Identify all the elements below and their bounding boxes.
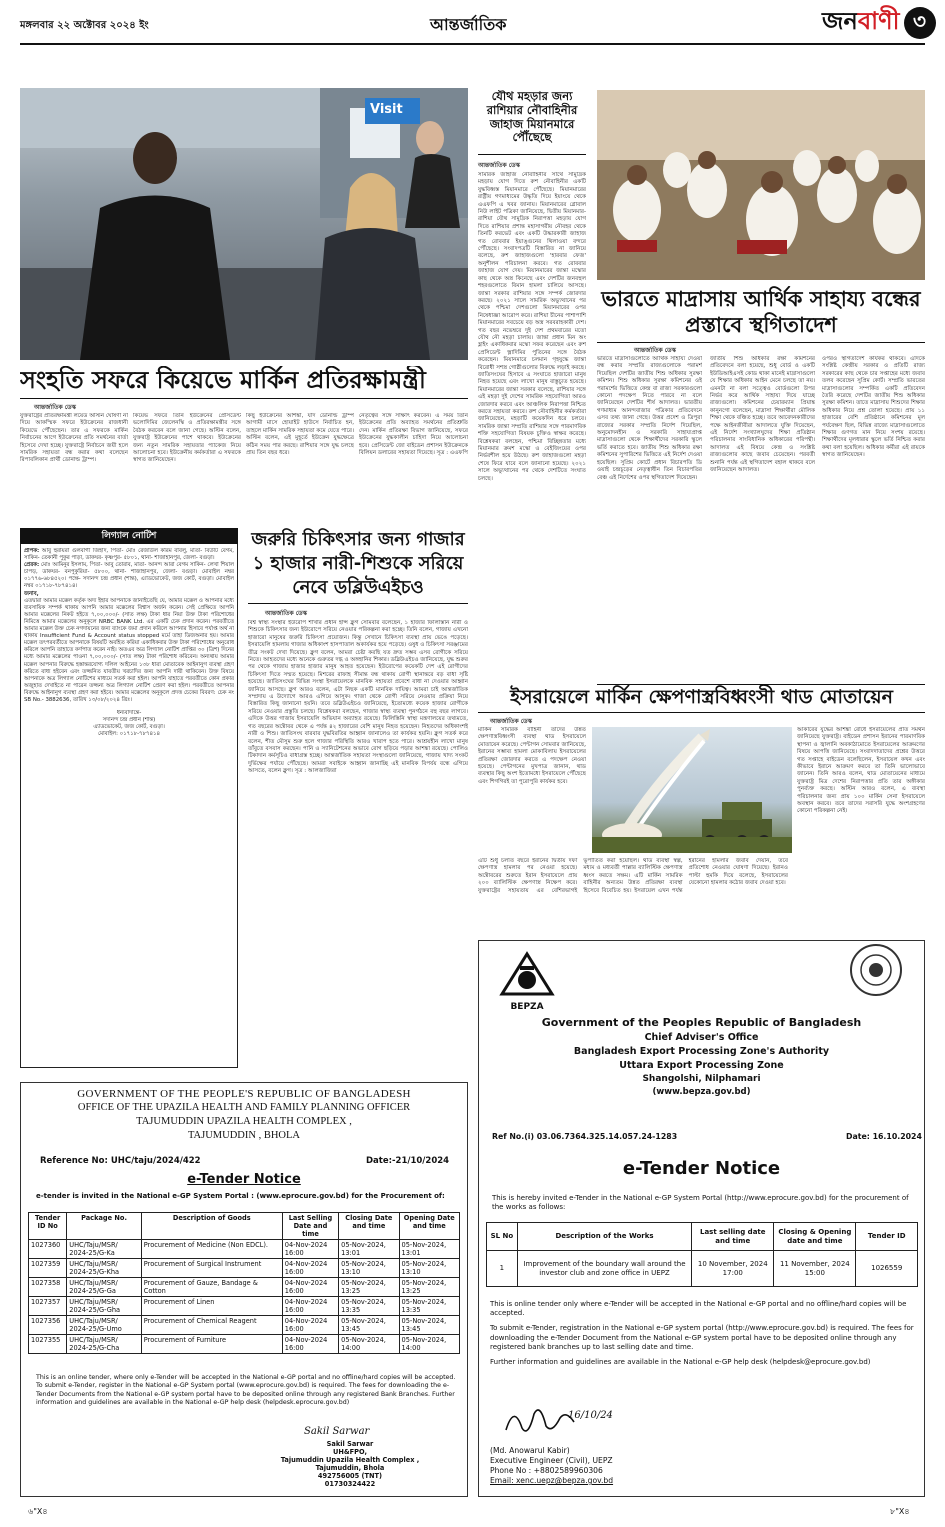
cell-description: Procurement of Surgical Instrument [141,1259,282,1278]
cell-opening: 05-Nov-2024, 13:35 [399,1297,459,1316]
table-row [487,1251,918,1287]
madrasa-body-col3: ওপরও স্থগিতাদেশ কার্যকর থাকবে। এদিকে সংশ্লিষ্ট কেন্দ্রীয় সরকার ও প্রতিটি রাজ্য সরকারের কাছ থেকে চার সপ্তাহের মধ্যে জবাব তলব করেছেন সুপ্রিম কোর্ট। সম্প্রতি ভারতের মাদ্রাসাগুলোর সম্পর্কিত একটি প্রতিবেদন তৈরি করেছে দেশটির জাতীয় শিশু অধিকার সুরক্ষা কমিশন। তাতে মাদ্রাসায় শিশুদের শিক্ষার অধিকার নিয়ে প্রশ্ন তোলা হয়েছে। প্রায় ১১ হাজারের বেশি প্রতিষ্ঠানে কমিশনের মূল পর্যবেক্ষণ ছিল, বিভিন্ন রাজ্যে মাদ্রাসাগুলোতে শিক্ষার গুণগত মান নিয়ে সংশয় রয়েছে। শিক্ষার্থীদের মূলধারার স্কুলে ভর্তি নিশ্চিত করার কথা বলা হয়েছিল। অধিকার কর্মীরা এই রায়কে স্বাগত জানিয়েছেন। [822,356,925,459]
footer-size-left: ৬"X৪ [28,1507,48,1516]
tender-right-web: (www.bepza.gov.bd) [652,1087,751,1097]
thaad-desk: আন্তর্জাতিক ডেস্ক [490,718,532,725]
masthead-logo [822,4,936,42]
tender-left-header-row [29,1213,460,1240]
th-tender-id: Tender ID No [29,1213,67,1240]
tender-right-title: e-Tender Notice [622,1158,781,1179]
who-headline-rule [248,603,468,604]
logo-part-a: জন [822,7,858,35]
tender-left-complex: TAJUMUDDIN UPAZILA HEALTH COMPLEX , [136,1116,352,1127]
cell-sl-no: 1 [487,1251,518,1287]
masthead-rule [20,43,925,45]
cell-opening: 05-Nov-2024, 13:01 [399,1240,459,1259]
cell-last-selling: 04-Nov-2024 16:00 [282,1297,338,1316]
cell-package: UHC/Taju/MSR/ 2024-25/G-Umo [67,1316,142,1335]
tender-left-gov: GOVERNMENT OF THE PEOPLE'S REPUBLIC OF BANGLADESH [77,1088,411,1100]
tender-right-notes [490,1300,914,1368]
cell-works-description: Improvement of the boundary wall around the investor club and zone office in UEPZ [517,1251,691,1287]
tender-right-table-wrap [486,1222,918,1287]
tender-left-table [28,1212,460,1354]
cell-closing-opening: 11 November, 2024 15:00 [774,1251,856,1287]
cell-closing: 05-Nov-2024, 13:01 [339,1240,399,1259]
cell-tender-id: 1027356 [29,1316,67,1335]
legal-notice-title-bar [20,528,238,544]
cell-last-selling: 04-Nov-2024 16:00 [282,1278,338,1297]
cell-closing: 05-Nov-2024, 13:10 [339,1259,399,1278]
tender-left-place: TAJUMUDDIN , BHOLA [187,1130,301,1141]
cell-tender-id: 1027357 [29,1297,67,1316]
who-desk: আন্তর্জাতিক ডেস্ক [265,610,307,617]
thaad-body-col1: মার্কিন সামরিক বাহিনী তাদের উন্নত ক্ষেপণাস্ত্রবিধ্বংসী ব্যবস্থা থাড ইসরায়েলে মোতায়েন করেছে। পেন্টাগন সোমবার জানিয়েছে, ইরানের সম্ভাব্য হামলা মোকাবিলায় ইসরায়েলের প্রতিরক্ষা জোরদার করতে এ পদক্ষেপ নেওয়া হয়েছে। পেন্টাগনের মুখপাত্র জানান, থাড ব্যবস্থার কিছু অংশ ইতোমধ্যে ইসরায়েলে পৌঁছেছে এবং শিগগিরই তা পুরোপুরি কার্যকর হবে। [478,727,586,785]
tender-left-ref: Reference No: UHC/taju/2024/422 [40,1156,201,1166]
thaad-photo [592,727,792,853]
madrasa-photo [597,90,925,280]
tender-right-gov: Government of the Peoples Republic of Bangladesh [541,1016,862,1029]
ship-headline-rule [478,154,586,155]
madrasa-body-col2: জাতীয় শিশু অধিকার রক্ষা কমিশনের প্রতিবেদনে বলা হয়েছে, শুধু বোর্ড ও একটি ইউডিআইএসই কোড থাকা মানেই মাদ্রাসাগুলো যে শিক্ষার অধিকার আইন মেনে চলছে তা নয়। এমনটা না বলা সত্ত্বেও বোর্ডগুলো উপর নির্ভর করে আর্থিক সাহায্য দিয়ে যাচ্ছে রাজ্যগুলো। কমিশনের চেয়ারম্যান প্রিয়াঙ্ক কানুনগো বলেছেন, মাদ্রাসা শিক্ষার্থীরা মৌলিক শিক্ষা থেকে বঞ্চিত হচ্ছে। তবে আবেদনকারীদের পক্ষে আইনজীবীরা আদালতে যুক্তি দিয়েছেন, এই নির্দেশ সংখ্যালঘুদের শিক্ষা প্রতিষ্ঠান পরিচালনার সাংবিধানিক অধিকারের পরিপন্থী। আদালত এই বিষয়ে কেন্দ্র ও সংশ্লিষ্ট রাজ্যগুলোর কাছে জবাব চেয়েছেন। পরবর্তী শুনানি পর্যন্ত এই স্থগিতাদেশ বহাল থাকবে বলে জানিয়েছেন আদালত। [710,356,815,474]
th-package: Package No. [67,1213,142,1240]
legal-notice-title: লিগ্যাল নোটিশ [101,531,157,541]
cell-tender-id: 1027355 [29,1335,67,1354]
th-closing-opening: Closing & Opening date and time [774,1223,856,1251]
tender-right-para2: To submit e-Tender, registration in the National e-GP system portal (http://www.eprocure.gov.bd) is required. The fees for downloading the e-Tender Document from the National e-GP system portal have to be deposited online through any registered bank branches up to last selling date and time. [490,1324,914,1351]
cell-closing: 05-Nov-2024, 13:25 [339,1278,399,1297]
tender-left-office: OFFICE OF THE UPAZILA HEALTH AND FAMILY PLANNING OFFICER [77,1102,411,1113]
cell-closing: 05-Nov-2024, 13:45 [339,1316,399,1335]
tender-left-intro: e-tender is invited in the National e-GP System Portal : (www.eprocure.gov.bd) for the Procurement of: [36,1192,445,1200]
visit-sign: Visit [370,102,403,117]
cell-last-selling: 04-Nov-2024 16:00 [282,1259,338,1278]
header-date: মঙ্গলবার ২২ অক্টোবর ২০২৪ ইং [20,20,149,31]
cell-opening: 05-Nov-2024, 13:25 [399,1278,459,1297]
th-closing: Closing Date and time [339,1213,399,1240]
tender-right-place: Shangolshi, Nilphamari [642,1074,761,1084]
austin-body-col2: কিয়েভ সফরে তিনি ইউক্রেনের প্রেসিডেন্ট ভলোদিমির জেলেনস্কি ও প্রতিরক্ষামন্ত্রীর সঙ্গে বৈঠক করবেন বলে জানা গেছে। অস্টিন বলেন, যুক্তরাষ্ট্র ইউক্রেনের পাশে থাকবে। ইউক্রেনের জন্য নতুন সামরিক সহায়তার প্যাকেজ নিয়ে আলোচনা হবে। ইউক্রেনীয় কর্মকর্তারা এ সফরকে স্বাগত জানিয়েছেন। [133,413,241,464]
th-last-selling: Last selling date and time [692,1223,774,1251]
cell-last-selling: 04-Nov-2024 16:00 [282,1335,338,1354]
signer-line: UH&FPO, [333,1448,367,1456]
cell-opening: 05-Nov-2024, 13:45 [399,1316,459,1335]
austin-headline-rule [20,398,468,399]
section-title: আন্তর্জাতিক [430,15,507,34]
tender-left-table-wrap [28,1212,460,1354]
austin-kyiv-photo [20,88,468,360]
tender-right-intro: This is hereby invited e-Tender in the National e-GP System Portal (http://www.eprocure.gov.bd) for the procurement of the works as follows: [492,1194,909,1211]
cell-package: UHC/Taju/MSR/ 2024-25/G-Kha [67,1259,142,1278]
thaad-body-col2: আকারের যুদ্ধের আশঙ্কা রোধে ইসরায়েলের প্রতি সমর্থন জানিয়েছে যুক্তরাষ্ট্র। বাইডেন প্রশাসন ইরানের পারমাণবিক স্থাপনা ও জ্বালানি অবকাঠামোতে ইসরায়েলের আক্রমণের বিষয়ে আপত্তি জানিয়েছে। সংবাদদাতাদের প্রশ্নের উত্তরে গত সপ্তাহে বাইডেন বলেছিলেন, ইসরায়েল কখন এবং কীভাবে ইরানে আক্রমণ করবে তা তিনি ভালোভাবে জানেন। তিনি আরও বলেন, থাড মোতায়েনের মাধ্যমে যুক্তরাষ্ট্র মিত্র দেশের নিরাপত্তার প্রতি তার অঙ্গীকার পুনর্ব্যক্ত করছে। অস্টিন আরও বলেন, এ ব্যবস্থা পরিচালনার জন্য প্রায় ১০০ মার্কিন সেনা ইসরায়েলে অবস্থান করবে। তবে তাদের সরাসরি যুদ্ধে অংশগ্রহণের কোনো পরিকল্পনা নেই। [797,727,925,815]
bangladesh-seal [850,944,902,996]
tender-left-title: e-Tender Notice [187,1172,301,1187]
table-row [29,1316,460,1335]
legal-closing: ধন্যবাদান্তে- [116,710,142,717]
cell-description: Procurement of Chemical Reagent [141,1316,282,1335]
th-tender-id: Tender ID [856,1223,918,1251]
tender-right-ref: Ref No.(i) 03.06.7364.325.14.057.24-1283 [492,1132,678,1141]
tender-right-signature [500,1400,620,1442]
cell-package: UHC/Taju/MSR/ 2024-25/G-Cha [67,1335,142,1354]
bepza-logo [498,948,556,1014]
signer-line: Sakil Sarwar [326,1440,374,1448]
cell-description: Procurement of Furniture [141,1335,282,1354]
th-description: Description of Goods [141,1213,282,1240]
footer-size-right: ৮"X৪ [890,1507,910,1516]
legal-notice-body: প্রাপক: আবু হুরায়রা গুলবাগী জিহাদ, পিতা- মোঃ রেজাউল করিম বাবলু, মাতা- বিউটি বেগম, সাকিন- তেকানী পুকুর পাড়া, ডাকঘর- কৃষ্ণপুর- ৫৮০১, থানা- শাজাহানপুর, জেলা- বগুড়া। প্রেরক: মোঃ আমিনুর ইসলাম, পিতা- আবু তোরাব, মাতা- আনন্দ আরা বেগম সাকিন- লেখা শিয়াল চাপড়, ডাকঘর- বনপুকুরিয়া- ৫৮০০, থানা- শাজাহানপুর, জেলা- বগুড়া। মোবাইল নম্বর ০১৭৭৬-৬৮৪৫২০। পক্ষে- সদানন্দ চন্দ্র প্রধান (শান্ত), এ্যাডভোকেট, জজ কোর্ট, বগুড়া। মোবাইল নম্বর ০১৭১৮-৭৮৭৪১৪। জনাব, এতদ্বারা আমার মক্কেল কর্তৃক অদ্য ইহার আপনাকে জানাইতেছি যে, আমার মক্কেল ও আপনার মধ্যে ব্যবসায়িক সম্পর্ক থাকায় আপনি আমার মক্কেলের বিশ্বাস অর্জন করেন। সেই প্রেক্ষিতে আপনি আমার মক্কেলের নিকট হইতে ৭,০০,০০০/- (সাত লক্ষ) টাকা ধার নিয়া উক্ত টাকা পরিশোধের নিমিত্তে আমার মক্কেলের অনুকূলে NRBC BANK Ltd. এর একটি চেক প্রদান করেন। পরবর্তীতে আমার মক্কেল উক্ত চেক নগদায়নের জন্য ব্যাংকে জমা প্রদান করিলে আপনার হিসাবে পর্যাপ্ত অর্থ না থাকায় Insufficient Fund & Account status stopped মর্মে তাহা ডিজঅনার হয়। আমার মক্কেল তৎপরবর্তীতে আপনাকে বিষয়টি অবহিত করিয়া একাধিকবার উক্ত টাকা পরিশোধের অনুরোধ করিলে আপনি তাহাতে কর্ণপাত করেন নাই। অতএব অত্র লিগ্যাল নোটিশ প্রাপ্তির ৩০ (ত্রিশ) দিনের মধ্যে আমার মক্কেলের পাওনা ৭,০০,০০০/- (সাত লক্ষ) টাকা পরিশোধ করিবেন। অন্যথায় আমার মক্কেল আপনার বিরুদ্ধে হস্তান্তরযোগ্য দলিল আইনের ১৩৮ ধারা মোতাবেক আইনানুগ ব্যবস্থা গ্রহণ করিতে বাধ্য হইবেন এবং তজ্জনিত যাবতীয় খরচাদির জন্য আপনি দায়ী থাকিবেন। উক্ত বিষয়ে আপনাকে অত্র লিগ্যাল নোটিশের মাধ্যমে সতর্ক করা হইল। আপনি যাহাতে পরবর্তীতে কোন প্রকার অজুহাত দেখাইতে না পারেন তজ্জন্য অত্র লিগ্যাল নোটিশ প্রেরণ করা হইল। পরবর্তীতে আপনার বিরুদ্ধে আইনানুগ ব্যবস্থা গ্রহণ করা হইবে। আমার মক্কেলের অনুকূলে প্রদত্ত চেকের বিবরণ: চেক নং SB No.- 3882636, তারিখ ১৩/০৮/২০২৪ খ্রিঃ। ধন্যবাদান্তে- সদানন্দ চন্দ্র প্রধান (শান্ত) এ্যাডভোকেট, জজ কোর্ট, বগুড়া। মোবাইল: ০১৭১৮-৭৮৭৪১৪ [24,548,234,738]
signer-line: (Md. Anowarul Kabir) [490,1446,570,1455]
who-headline: জরুরি চিকিৎসার জন্য গাজার ১ হাজার নারী-শিশুকে সরিয়ে নেবে ডব্লিউএইচও [251,529,465,598]
tender-right-zone: Uttara Export Processing Zone [619,1060,784,1071]
cell-tender-id: 1027358 [29,1278,67,1297]
thaad-headline-rule [478,712,925,713]
signer-line: Email: xenc.uepz@bepza.gov.bd [490,1476,614,1485]
cell-tender-id: 1027359 [29,1259,67,1278]
bepza-logo-text: BEPZA [510,1002,544,1012]
cell-closing: 05-Nov-2024, 13:35 [339,1297,399,1316]
madrasa-headline: ভারতে মাদ্রাসায় আর্থিক সাহায্য বন্ধের প্রস্তাবে স্থগিতাদেশ [601,287,921,337]
table-row [29,1297,460,1316]
austin-body-col4: নেতৃত্বের সঙ্গে সাক্ষাৎ করবেন। এ সময় তিনি ইউক্রেনের প্রতি অব্যাহত সমর্থনের প্রতিশ্রুতি দেন। মার্কিন প্রতিরক্ষা বিভাগ জানিয়েছে, সফরে ইউক্রেনের যুদ্ধকালীন চাহিদা নিয়ে আলোচনা হবে। প্রেসিডেন্ট জো বাইডেন প্রশাসন ইউক্রেনকে বিলিয়ন ডলারের সহায়তা দিয়েছে। সূত্র : এএফপি [359,413,468,457]
cell-closing: 05-Nov-2024, 14:00 [339,1335,399,1354]
table-row [29,1335,460,1354]
legal-sender-label: প্রেরক: [24,562,40,569]
signer-line: Tajumuddin, Bhola [315,1464,385,1472]
signer-line: Phone No : +8802589960306 [490,1466,603,1475]
tender-right-header-row [487,1223,918,1251]
cell-last-selling: 04-Nov-2024 16:00 [282,1316,338,1335]
thaad-headline: ইসরায়েলে মার্কিন ক্ষেপণাস্ত্রবিধ্বংসী থাড মোতায়েন [510,686,893,708]
table-row [29,1240,460,1259]
signer-line: 492756005 (TNT) [317,1472,383,1480]
th-opening: Opening Date and time [399,1213,459,1240]
tender-right-signer [490,1446,613,1486]
signer-line: Executive Engineer (Civil), UEPZ [490,1456,613,1465]
tender-right-para1: This is online tender only where e-Tender will be accepted in the National e-GP portal and no offline/hard copies will be accepted. [490,1300,907,1318]
thaad-body-col3: এটি শুধু চলতি বছরে ইরানের দ্বিতীয় দফা ক্ষেপণাস্ত্র হামলার পর নেওয়া হয়েছে। অক্টোবরের শুরুতে ইরান ইসরায়েলে প্রায় ২০০ ব্যালিস্টিক ক্ষেপণাস্ত্র নিক্ষেপ করে। যুক্তরাষ্ট্রের সহায়তায় এর বেশিরভাগই ভূপাতিত করা হয়েছিল। থাড ব্যবস্থা স্বল্প, মধ্যম ও মধ্যবর্তী পাল্লার ব্যালিস্টিক ক্ষেপণাস্ত্র ধ্বংস করতে সক্ষম। এটি মার্কিন সামরিক বাহিনীর অন্যতম উন্নত প্রতিরক্ষা ব্যবস্থা হিসেবে বিবেচিত হয়। ইসরায়েল এখন পর্যন্ত ইরানের হামলার জবাব দেয়নি, তবে প্রতিশোধ নেওয়ার ঘোষণা দিয়েছে। ইরানও পাল্টা হুমকি দিয়ে বলেছে, ইসরায়েলের যেকোনো হামলার কঠোর জবাব দেওয়া হবে। [478,858,788,894]
madrasa-headline-rule [597,342,925,343]
cell-description: Procurement of Linen [141,1297,282,1316]
austin-body-col1: যুক্তরাষ্ট্রের প্রতিরক্ষামন্ত্রী লয়েড অস্টিন ঘোষণা না দিয়ে আকস্মিক সফরে ইউক্রেনের রাজধানী কিয়েভে পৌঁছেছেন। তার এ সফরকে মার্কিন নির্বাচনের আগে ইউক্রেনের প্রতি সমর্থনের বার্তা হিসেবে দেখা হচ্ছে। যুক্তরাষ্ট্রে নির্বাচনে জয়ী হলে সামরিক সহায়তা বন্ধ করার কথা বলেছেন রিপাবলিকান প্রার্থী ডোনাল্ড ট্রাম্প। [20,413,128,464]
legal-recipient-label: প্রাপক: [24,548,40,554]
cell-last-selling: 10 November, 2024 17:00 [692,1251,774,1287]
page-number-badge: ৩ [904,7,936,39]
austin-headline: সংহতি সফরে কিয়েভে মার্কিন প্রতিরক্ষামন্ত্রী [20,366,426,394]
table-row [29,1259,460,1278]
madrasa-desk: আন্তর্জাতিক ডেস্ক [634,347,676,354]
tender-right-authority: Bangladesh Export Processing Zone's Authority [573,1046,830,1057]
th-sl-no: SL No [487,1223,518,1251]
tender-right-date: Date: 16.10.2024 [846,1132,922,1141]
signer-line: Tajumuddin Upazila Health Complex , [280,1456,420,1464]
logo-part-b: বাণী [857,7,900,35]
legal-subject-label: জনাব, [24,590,39,597]
th-last-selling: Last Selling Date and time [282,1213,338,1240]
cell-package: UHC/Taju/MSR/ 2024-25/G-Ga [67,1278,142,1297]
table-row [29,1278,460,1297]
cell-opening: 05-Nov-2024, 13:10 [399,1259,459,1278]
tender-left-signer [270,1440,430,1488]
signer-line: 01730324422 [324,1480,376,1488]
ship-headline: যৌথ মহড়ার জন্য রাশিয়ার নৌবাহিনীর জাহাজ মিয়ানমারে পৌঁছেছে [486,90,578,145]
cell-last-selling: 04-Nov-2024 16:00 [282,1240,338,1259]
who-body: বিশ্ব স্বাস্থ্য সংস্থার ইউরোপ শাখার প্রধান হান্স ক্লুগ সোমবার বলেছেন, ১ হাজার ফিলিস্তিনি নারী ও শিশুকে চিকিৎসার জন্য ইউরোপে সরিয়ে নেওয়ার পরিকল্পনা করা হচ্ছে। তিনি বলেন, গাজায় এখনো হাজারো মানুষের জরুরি চিকিৎসা প্রয়োজন। কিন্তু সেখানে চিকিৎসা ব্যবস্থা প্রায় ভেঙে পড়েছে। ইসরায়েলি হামলায় গাজার অধিকাংশ হাসপাতাল অকার্যকর হয়ে পড়েছে। ওষুধ ও চিকিৎসা সরঞ্জামের তীব্র সংকট দেখা দিয়েছে। ক্লুগ বলেন, আমরা চেষ্টা করছি যত দ্রুত সম্ভব এসব রোগীকে সরিয়ে নিতে। আহতদের মধ্যে অনেকে গুরুতর দগ্ধ ও অঙ্গহানির শিকার। ডব্লিউএইচও জানিয়েছে, যুদ্ধ শুরুর পর থেকে গাজায় হাজার হাজার মানুষ আহত হয়েছেন। ইউরোপের কয়েকটি দেশ এই রোগীদের চিকিৎসা দিতে সম্মত হয়েছে। মিশরের রাফাহ সীমান্ত বন্ধ থাকায় রোগী স্থানান্তরে বড় বাধা সৃষ্টি হয়েছে। জাতিসংঘের বিভিন্ন সংস্থা ইসরায়েলকে মানবিক সহায়তা প্রবেশে বাধা না দেওয়ার আহ্বান জানিয়ে আসছে। ক্লুগ আরও বলেন, এটা নিছক একটি মানবিক দায়িত্ব। আমরা চাই আন্তর্জাতিক সম্প্রদায় এ উদ্যোগে আরও এগিয়ে আসুক। গাজা থেকে রোগী সরিয়ে নেওয়ার প্রক্রিয়া নিয়ে বিস্তারিত কিছু জানানো হয়নি। তবে ডব্লিউএইচও জানিয়েছে, ইতোমধ্যে কয়েক হাজার রোগীকে সরিয়ে নেওয়ার প্রস্তুতি চলছে। বিশ্লেষকরা বলছেন, গাজার স্বাস্থ্য ব্যবস্থা পুনর্গঠনে বহু বছর লাগবে। এদিকে উত্তর গাজায় ইসরায়েলি অভিযান অব্যাহত রয়েছে। ফিলিস্তিনি স্বাস্থ্য মন্ত্রণালয়ের তথ্যমতে, গত বছরের অক্টোবর থেকে এ পর্যন্ত ৪২ হাজারের বেশি মানুষ নিহত হয়েছেন। নিহতদের অধিকাংশই নারী ও শিশু। জাতিসংঘ বারবার যুদ্ধবিরতির আহ্বান জানালেও তা কার্যকর হয়নি। ক্লুগ সতর্ক করে বলেন, শীত মৌসুম শুরু হলে গাজার পরিস্থিতি আরও খারাপ হতে পারে। আশ্রয়হীন লাখো মানুষ তাঁবুতে বসবাস করছেন। পানি ও স্যানিটেশনের অভাবে রোগ ছড়িয়ে পড়ার আশঙ্কা রয়েছে। পোলিও টিকাদান কর্মসূচিও বাধাগ্রস্ত হচ্ছে। আন্তর্জাতিক সহায়তা সংস্থাগুলো জানিয়েছে, গাজায় খাদ্য সংকট দুর্ভিক্ষের পর্যায়ে পৌঁছেছে। আমরা সবাইকে আহ্বান জানাচ্ছি এই মানবিক বিপর্যয় বন্ধে এগিয়ে আসতে, বলেন ক্লুগ। সূত্র : আলজাজিরা [248,620,468,775]
madrasa-body-col1: ভারতে মাদ্রাসাগুলোতে আর্থিক সাহায্য দেওয়া বন্ধ করার সম্প্রতি রাজ্যগুলোকে পরামর্শ দিয়েছিল দেশটির জাতীয় শিশু অধিকার সুরক্ষা কমিশন। শিশু অধিকার সুরক্ষা কমিশনের ওই পরামর্শের ভিত্তিতে কেন্দ্র বা রাজ্য সরকারগুলো কোনো পদক্ষেপ নিতে পারবে না বলে জানিয়েছেন দেশটির শীর্ষ আদালত। ভারতীয় গণমাধ্যম আনন্দবাজার পত্রিকার প্রতিবেদনে এসব তথ্য জানা গেছে। উত্তর প্রদেশ ও ত্রিপুরা রাজ্যের সরকার সম্প্রতি নির্দেশ দিয়েছিল, অনুমোদনহীন ও সরকারি সাহায্যপ্রাপ্ত মাদ্রাসাগুলো থেকে শিক্ষার্থীদের সরকারি স্কুলে ভর্তি করাতে হবে। জাতীয় শিশু অধিকার রক্ষা কমিশনের সুপারিশের ভিত্তিতে এই নির্দেশ দেওয়া হয়েছিল। সুপ্রিম কোর্টে প্রধান বিচারপতি ডি ওয়াই চন্দ্রচূড়ের নেতৃত্বাধীন তিন বিচারপতির বেঞ্চ এই নির্দেশের ওপর স্থগিতাদেশ দিয়েছেন। [597,356,702,481]
th-works-description: Description of the Works [517,1223,691,1251]
tender-right-office: Chief Adviser's Office [644,1032,759,1043]
cell-description: Procurement of Gauze, Bandage & Cotton [141,1278,282,1297]
tender-left-signature: Sakil Sarwar [304,1426,370,1437]
ship-desk: আন্তর্জাতিক ডেস্ক [478,162,520,169]
austin-body-col3: কিছু ইউক্রেনের আশঙ্কা, যদি ডোনাল্ড ট্রাম্প আগামী মাসে হোয়াইট হাউসে নির্বাচিত হন, তাহলে মার্কিন সামরিক সহায়তা কমে যেতে পারে। অস্টিন বলেন, এই মুহূর্তে ইউক্রেন যুদ্ধক্ষেত্রে কঠিন সময় পার করছে। রাশিয়ার সঙ্গে যুদ্ধ চলছে প্রায় তিন বছর ধরে। [246,413,354,457]
cell-opening: 05-Nov-2024, 14:00 [399,1335,459,1354]
cell-package: UHC/Taju/MSR/ 2024-25/G-Ka [67,1240,142,1259]
ship-body: সামরিক জাহাজ নৌবাহিনীর সাথে সামুদ্রিক মহড়ায় যোগ দিতে রুশ নৌবাহিনীর একটি যুদ্ধবিধ্বস্ত মিয়ানমারে পৌঁছেছে। মিয়ানমারের রাষ্ট্রীয় গণমাধ্যমের উদ্ধৃতি দিয়ে ইয়াংয়ে থেকে এএফপি এ খবর জানায়। মিয়ানমারের গ্লোবাল নিউ লাইট পত্রিকা জানিয়েছে, দ্বিতীয় মিয়ানমার-রাশিয়া যৌথ সামুদ্রিক নিরাপত্তা মহড়ায় যোগ দিতে রাশিয়ার প্রশান্ত মহাসাগরীয় নৌবহর থেকে তিনটি করভেট এবং একটি উদ্ধারকারী জাহাজ গত রোববার ইয়াঙ্গুনের থিলাওয়া বন্দরে পৌঁছেছে। সংবাদপত্রটি বিস্তারিত না জানিয়ে বলেছে, রুশ জাহাজগুলো 'হারবার ফেজ' অনুশীলন পরিচালনা করবে। গত রোববার জাহাজ যোগ দেয়। মিয়ানমারের জান্তা মস্কোর কাছ থেকে অস্ত্র কিনেছে এবং দেশটির জনবহুল শহরগুলোতে বিমান হামলা চালিয়ে আসছে। জান্তা সরকার রাশিয়ার সঙ্গে সম্পর্ক জোরদার করছে। ২০২১ সালে সামরিক অভ্যুত্থানের পর থেকে পশ্চিমা দেশগুলো মিয়ানমারের ওপর নিষেধাজ্ঞা আরোপ করে। রাশিয়া চীনের পাশাপাশি মিয়ানমারের সবচেয়ে বড় অস্ত্র সরবরাহকারী দেশ। গত বছর নভেম্বরে দুই দেশ প্রথমবারের মতো যৌথ নৌ মহড়া চালায়। জান্তা প্রধান মিন অং হ্লাইং একাধিকবার মস্কো সফর করেছেন এবং রুশ প্রেসিডেন্ট ভ্লাদিমির পুতিনের সঙ্গে বৈঠক করেছেন। মিয়ানমারে চলমান গৃহযুদ্ধে জান্তা বিরোধী সশস্ত্র গোষ্ঠীগুলোর বিরুদ্ধে লড়াই করছে। জাতিসংঘের হিসাবে এ সংঘাতে হাজারো মানুষ নিহত হয়েছে এবং লাখো মানুষ বাস্তুচ্যুত হয়েছে। মিয়ানমারের জান্তা সরকার বলেছে, রাশিয়ার সঙ্গে এই মহড়া দুই দেশের সামরিক সহযোগিতা আরও জোরদার করবে এবং আঞ্চলিক নিরাপত্তা নিশ্চিত করতে সহায়তা করবে। রুশ নৌবাহিনীর কর্মকর্তারা জানিয়েছেন, মহড়াটি কয়েকদিন ধরে চলবে। সামরিক জান্তা সম্প্রতি রাশিয়ার সঙ্গে পারমাণবিক শক্তি সহযোগিতা বিষয়ক চুক্তিও স্বাক্ষর করেছে। বিশ্লেষকরা বলছেন, পশ্চিমা বিচ্ছিন্নতার মধ্যে মিয়ানমার ক্রমশ মস্কো ও বেইজিংয়ের ওপর নির্ভরশীল হয়ে উঠছে। রুশ জাহাজগুলো মহড়া শেষে ফিরে যাবে বলে জানানো হয়েছে। ২০২১ সালে অভ্যুত্থানের পর থেকে দেশটিতে সংঘাত চলছে। [478,172,586,482]
signature-date: 16/10/24 [568,1410,613,1421]
cell-description: Procurement of Medicine (Non EDCL). [141,1240,282,1259]
tender-left-footer: This is an online tender, where only e-Tender will be accepted in the National e-GP portal and no offline/hard copies will be accepted. To submit e-Tender, register in the National e-GP System portal (www.eprocure.gov.bd) is required. The fees for downloading the e-Tender Documents from the National e-GP system portal have to be deposited online through any registered Bank Branches. Further information and guidelines are available in the National e-GP help desk (helpdesk.eprocure.gov.bd) [36,1374,456,1407]
tender-right-table [486,1222,918,1287]
austin-desk: আন্তর্জাতিক ডেস্ক [34,404,76,411]
cell-package: UHC/Taju/MSR/ 2024-25/G-Gha [67,1297,142,1316]
cell-tender-id: 1027360 [29,1240,67,1259]
tender-left-date: Date:-21/10/2024 [366,1156,450,1166]
tender-right-para3: Further information and guidelines are available in the National e-GP help desk (helpdesk@eprocure.gov.bd) [490,1358,871,1367]
cell-tender-id: 1026559 [856,1251,918,1287]
